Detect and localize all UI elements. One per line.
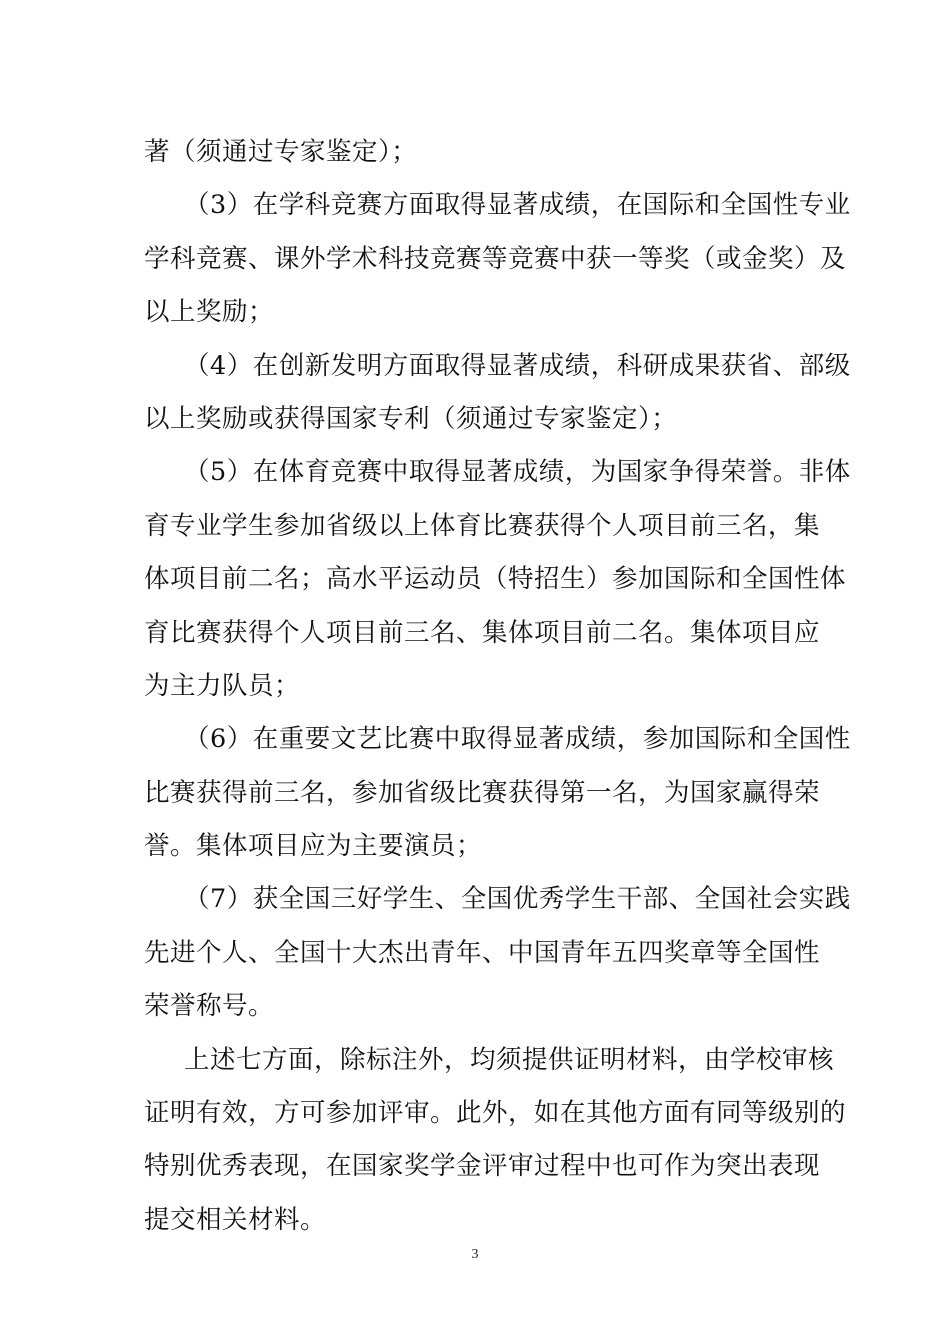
text-line: 著（须通过专家鉴定）； — [144, 137, 418, 167]
text-line: （4）在创新发明方面取得显著成绩，科研成果获省、部级 — [184, 350, 851, 381]
text-line: 荣誉称号。 — [144, 991, 275, 1022]
text-line: 上述七方面，除标注外，均须提供证明材料，由学校审核 — [184, 1044, 835, 1075]
text-line: 以上奖励； — [144, 297, 275, 328]
text-line: 誉。集体项目应为主要演员； — [144, 831, 483, 862]
text-line: 提交相关材料。 — [144, 1204, 327, 1235]
text-line: （5）在体育竞赛中取得显著成绩，为国家争得荣誉。非体 — [184, 457, 851, 488]
text-line: 证明有效，方可参加评审。此外，如在其他方面有同等级别的 — [144, 1098, 847, 1129]
text-line: 为主力队员； — [144, 670, 301, 701]
text-line: 以上奖励或获得国家专利（须通过专家鉴定）； — [144, 403, 678, 434]
text-line: 体项目前二名；高水平运动员（特招生）参加国际和全国性体 — [144, 564, 847, 595]
text-line: 比赛获得前三名，参加省级比赛获得第一名，为国家赢得荣 — [144, 777, 821, 808]
text-line: （7）获全国三好学生、全国优秀学生干部、全国社会实践 — [184, 884, 851, 915]
text-line: （3）在学科竞赛方面取得显著成绩，在国际和全国性专业 — [184, 190, 851, 221]
text-line: 育比赛获得个人项目前三名、集体项目前二名。集体项目应 — [144, 617, 821, 648]
text-line: 先进个人、全国十大杰出青年、中国青年五四奖章等全国性 — [144, 937, 821, 968]
body-text — [144, 126, 851, 1247]
text-line: （6）在重要文艺比赛中取得显著成绩，参加国际和全国性 — [184, 724, 851, 755]
text-line: 育专业学生参加省级以上体育比赛获得个人项目前三名，集 — [144, 510, 821, 541]
text-line: 特别优秀表现，在国家奖学金评审过程中也可作为突出表现 — [144, 1151, 821, 1182]
page-number: 3 — [471, 1247, 479, 1262]
text-line: 学科竞赛、课外学术科技竞赛等竞赛中获一等奖（或金奖）及 — [144, 243, 847, 274]
